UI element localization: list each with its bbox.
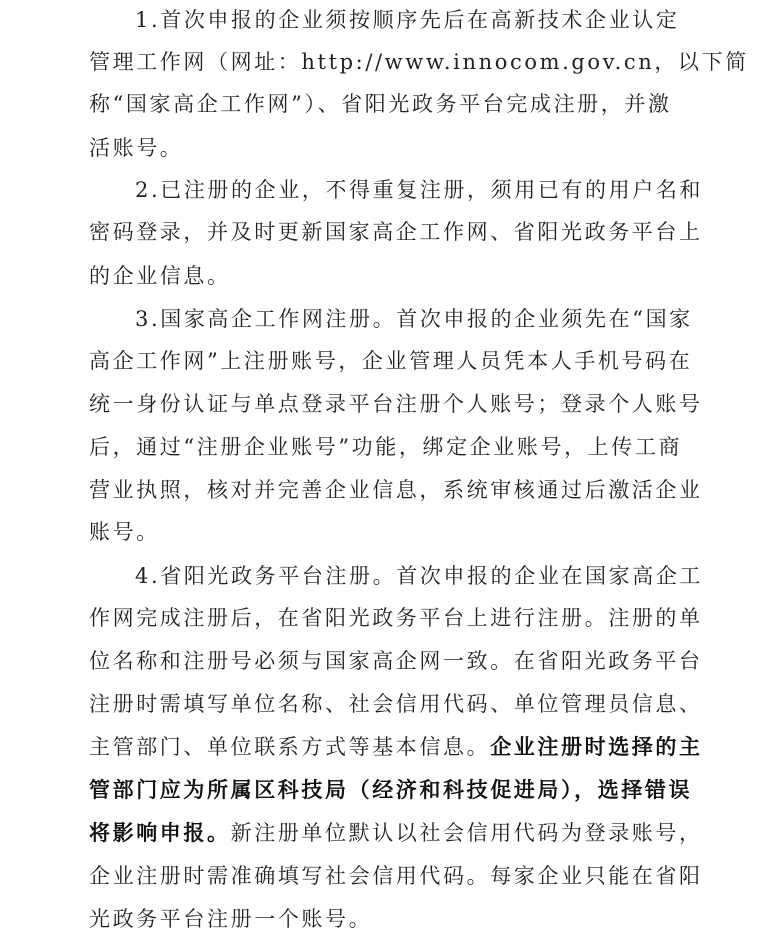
paragraph-3-line-1: 3.国家高企工作网注册。首次申报的企业须先在“国家 bbox=[135, 307, 693, 331]
paragraph-3-line-3: 统一身份认证与单点登录平台注册个人账号；登录个人账号 bbox=[89, 392, 703, 416]
paragraph-4-line-9: 光政务平台注册一个账号。 bbox=[89, 907, 373, 931]
paragraph-4-line-4: 注册时需填写单位名称、社会信用代码、单位管理员信息、 bbox=[89, 692, 703, 716]
emphasis-text-end: 将影响申报。 bbox=[89, 821, 231, 845]
paragraph-4-line-5 bbox=[89, 733, 703, 761]
paragraph-1-line-4: 活账号。 bbox=[89, 136, 184, 160]
paragraph-4-line-3: 位名称和注册号必须与国家高企网一致。在省阳光政务平台 bbox=[89, 649, 703, 673]
paragraph-1-line-1: 1.首次申报的企业须按顺序先后在高新技术企业认定 bbox=[135, 8, 680, 32]
paragraph-2-line-3: 的企业信息。 bbox=[89, 264, 231, 288]
emphasis-text: 企业注册时选择的主 bbox=[490, 735, 703, 759]
paragraph-4-line-1: 4.省阳光政务平台注册。首次申报的企业在国家高企工 bbox=[135, 564, 704, 588]
paragraph-3-line-5: 营业执照，核对并完善企业信息，系统审核通过后激活企业 bbox=[89, 478, 703, 502]
paragraph-1-line-3: 称“国家高企工作网”）、省阳光政务平台完成注册，并激 bbox=[89, 92, 672, 116]
paragraph-3-line-2: 高企工作网”上注册账号，企业管理人员凭本人手机号码在 bbox=[89, 349, 693, 373]
paragraph-3-line-6: 账号。 bbox=[89, 520, 160, 544]
paragraph-3-line-4: 后，通过“注册企业账号”功能，绑定企业账号，上传工商 bbox=[89, 435, 683, 459]
paragraph-4-line-7 bbox=[89, 819, 703, 847]
paragraph-2-line-2: 密码登录，并及时更新国家高企工作网、省阳光政务平台上 bbox=[89, 220, 703, 244]
paragraph-4-line-2: 作网完成注册后，在省阳光政务平台上进行注册。注册的单 bbox=[89, 606, 703, 630]
paragraph-4-line-7-text: 新注册单位默认以社会信用代码为登录账号， bbox=[230, 821, 703, 845]
paragraph-4-line-8: 企业注册时需准确填写社会信用代码。每家企业只能在省阳 bbox=[89, 864, 703, 888]
emphasis-line-2: 管部门应为所属区科技局（经济和科技促进局），选择错误 bbox=[89, 778, 693, 802]
paragraph-2-line-1: 2.已注册的企业，不得重复注册，须用已有的用户名和 bbox=[135, 178, 704, 202]
paragraph-4-line-5-text: 主管部门、单位联系方式等基本信息。 bbox=[89, 735, 491, 759]
paragraph-1-line-2: 管理工作网（网址：http://www.innocom.gov.cn，以下简 bbox=[89, 50, 749, 74]
